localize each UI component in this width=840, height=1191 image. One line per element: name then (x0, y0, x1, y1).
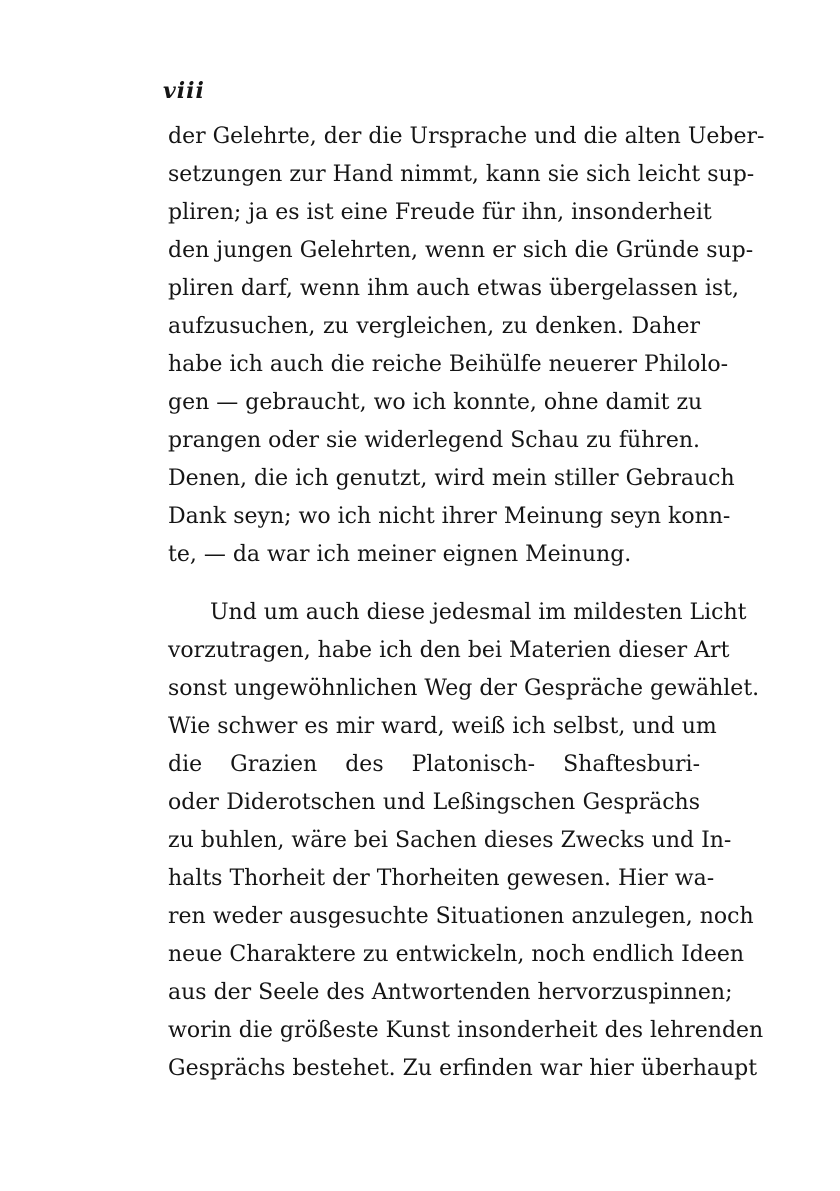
text-line: sonst ungewöhnlichen Weg der Gespräche gewählet. (168, 676, 760, 701)
text-line: gen — gebraucht, wo ich konnte, ohne damit zu (168, 390, 703, 415)
text-line: den jungen Gelehrten, wenn er sich die Gründe sup- (168, 238, 754, 263)
text-line: Gesprächs bestehet. Zu erfinden war hier überhaupt (168, 1056, 758, 1081)
text-line: zu buhlen, wäre bei Sachen dieses Zwecks und In- (168, 828, 732, 853)
text-line: aus der Seele des Antwortenden hervorzuspinnen; (168, 980, 733, 1005)
text-line: der Gelehrte, der die Ursprache und die alten Ueber- (168, 124, 765, 149)
text-line: te, — da war ich meiner eignen Meinung. (168, 542, 632, 567)
text-line: prangen oder sie widerlegend Schau zu führen. (168, 428, 701, 453)
text-line: neue Charaktere zu entwickeln, noch endlich Ideen (168, 942, 745, 967)
text-line: habe ich auch die reiche Beihülfe neuerer Philolo- (168, 352, 729, 377)
text-line: vorzutragen, habe ich den bei Materien dieser Art (168, 638, 730, 663)
text-line: worin die größeste Kunst insonderheit des lehrenden (168, 1018, 764, 1043)
page-number: viii (163, 78, 205, 104)
text-line: die Grazien des Platonisch- Shaftesburi- (168, 752, 700, 777)
text-line: Wie schwer es mir ward, weiß ich selbst, und um (168, 714, 717, 739)
text-line: pliren; ja es ist eine Freude für ihn, insonderheit (168, 200, 712, 225)
text-line: setzungen zur Hand nimmt, kann sie sich leicht sup- (168, 162, 755, 187)
text-line: halts Thorheit der Thorheiten gewesen. Hier wa- (168, 866, 715, 891)
text-line: Und um auch diese jedesmal im mildesten Licht (210, 600, 747, 625)
text-line: pliren darf, wenn ihm auch etwas übergelassen ist, (168, 276, 739, 301)
text-line: Denen, die ich genutzt, wird mein stiller Gebrauch (168, 466, 735, 491)
text-line: Dank seyn; wo ich nicht ihrer Meinung seyn konn- (168, 504, 731, 529)
text-line: oder Diderotschen und Leßingschen Gesprächs (168, 790, 700, 815)
text-line: ren weder ausgesuchte Situationen anzulegen, noch (168, 904, 754, 929)
text-line: aufzusuchen, zu vergleichen, zu denken. Daher (168, 314, 700, 339)
